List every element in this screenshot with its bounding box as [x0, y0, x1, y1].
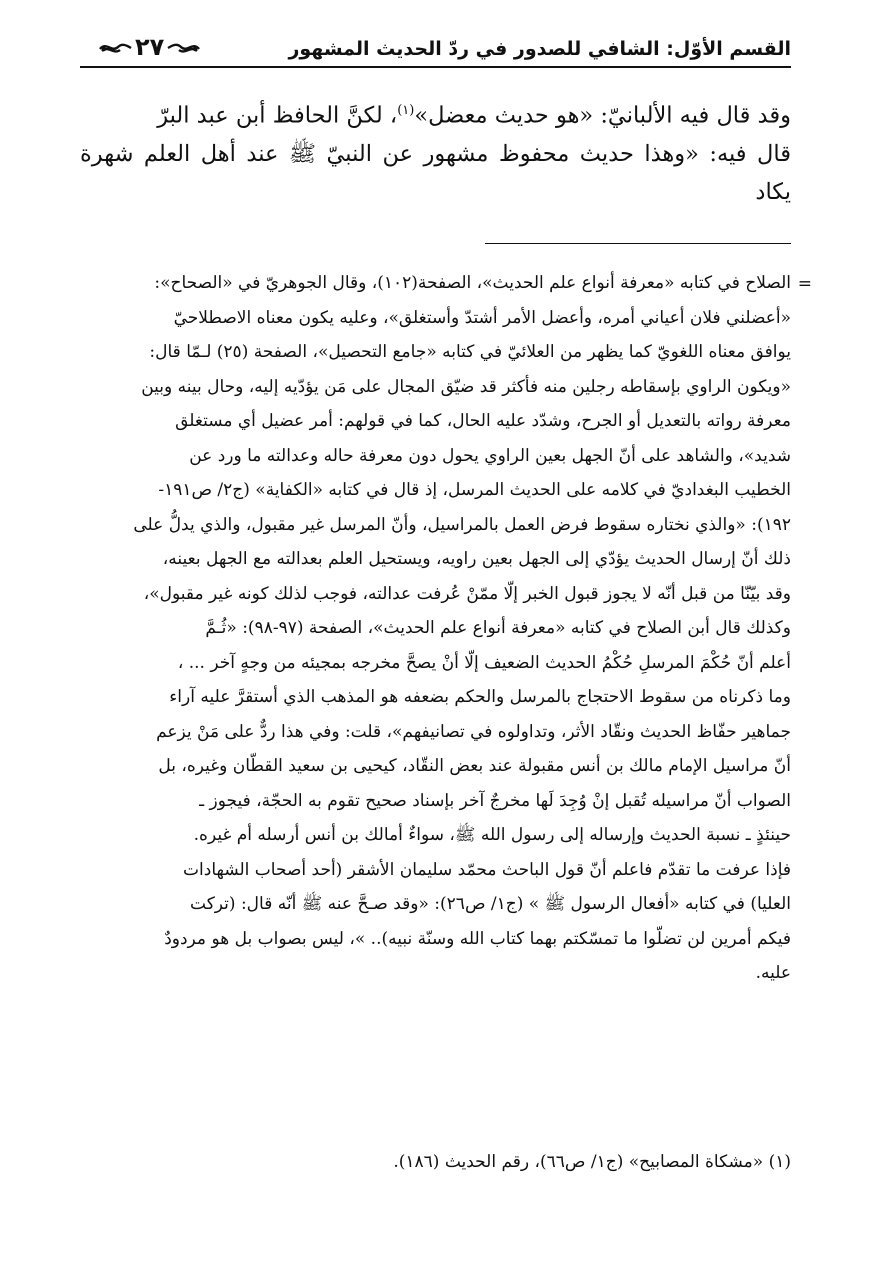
footnote-line: الصواب أنّ مراسيله تُقبل إنْ وُجِدَ لَها مخرجٌ آخر بإسناد صحيح تقوم به الحجّة، فيجوز ـ	[199, 790, 791, 811]
footnote-line: وما ذكرناه من سقوط الاحتجاج بالمرسل والحكم بضعفه هو المذهب الذي أستقرَّ عليه آراء	[169, 687, 791, 707]
header-rule	[80, 66, 791, 68]
right-flourish-icon	[167, 39, 201, 55]
footnote-1: (١) «مشكاة المصابيح» (ج١/ ص٦٦)، رقم الحديث (١٨٦).	[393, 1152, 791, 1172]
footnote-line: ١٩٢): «والذي نختاره سقوط فرض العمل بالمراسيل، وأنّ المرسل غير مقبول، والذي يدلُّ على	[133, 514, 791, 535]
main-text	[80, 92, 791, 211]
main-line: وقد قال فيه الألبانيّ: «هو حديث معضل»$^{(١)}$، لكنَّ الحافظ أبن عبد البرّ	[157, 102, 791, 129]
left-flourish-icon	[98, 39, 132, 55]
footnote-line: ذلك أنّ إرسال الحديث يؤدّي إلى الجهل بعين راويه، ويستحيل العلم بعدالته مع الجهل بعينه،	[162, 549, 791, 569]
footnote-line: أنّ مراسيل الإمام مالك بن أنس مقبولة عند بعض النقّاد، كيحيى بن سعيد القطّان وغيره، بل	[158, 756, 791, 776]
footnote-line: «أعضلني فلان أعياني أمره، وأعضل الأمر أشتدّ وأستغلق»، وعليه يكون معناه الاصطلاحيّ	[173, 307, 791, 328]
footnote-line: معرفة رواته بالتعديل أو الجرح، وشدّد عليه الحال، كما في قولهم: أمر عضيل أي مستغلق	[175, 411, 791, 431]
footnote-line: يوافق معناه اللغويّ كما يظهر من العلائيّ في كتابه «جامع التحصيل»، الصفحة (٢٥) لـمّا قال:	[149, 342, 791, 362]
footnote-line: جماهير حفّاظ الحديث ونقّاد الأثر، وتداولوه في تصانيفهم»، قلت: وفي هذا ردٌّ على مَنْ يزعم	[156, 721, 791, 742]
footnote-line: «ويكون الراوي بإسقاطه رجلين منه فأكثر قد ضيّق المجال على مَن يؤدّيه إليه، وحال بينه وبين	[141, 376, 791, 397]
footnote-line: حينئذٍ ـ نسبة الحديث وإرساله إلى رسول الله ﷺ، سواءٌ أمالك بن أنس أرسله أم غيره.	[193, 825, 791, 845]
continuation-footnote	[84, 266, 812, 991]
footnote-line: وكذلك قال أبن الصلاح في كتابه «معرفة أنواع علم الحديث»، الصفحة (٩٧-٩٨): «ثُـمَّ	[205, 618, 791, 638]
footnote-reference: (١)	[397, 103, 415, 118]
footnote-line: العليا) في كتابه «أفعال الرسول ﷺ » (ج١/ ص٢٦): «وقد صـحَّ عنه ﷺ أنّه قال: (تركت	[190, 894, 791, 914]
header-title: القسم الأوّل: الشافي للصدور في ردّ الحديث المشهور	[288, 38, 791, 60]
page-number: ٢٧	[135, 33, 165, 61]
continuation-marker: =	[797, 274, 812, 294]
footnote-line: وقد بيّنّا من قبل أنّه لا يجوز قبول الخبر إلّا ممّنْ عُرفت عدالته، فوجب لذلك كونه غير مقبول»،	[143, 583, 791, 604]
footnote-line: الخطيب البغداديّ في كلامه على الحديث المرسل، إذ قال في كتابه «الكفاية» (ج٢/ ص١٩١-	[158, 480, 791, 500]
footnote-line: شديد»، والشاهد على أنّ الجهل بعين الراوي يحول دون معرفة حاله وعدالته ما ورد عن	[189, 445, 791, 466]
footnote-line: الصلاح في كتابه «معرفة أنواع علم الحديث»، الصفحة(١٠٢)، وقال الجوهريّ في «الصحاح»:	[154, 273, 791, 293]
footnote-line: عليه.	[755, 963, 791, 983]
footnote-line: أعلم أنّ حُكْمَ المرسلِ حُكْمُ الحديث الضعيف إلّا أنْ يصحَّ مخرجه بمجيئه من وجهٍ آخر ... ،	[177, 652, 791, 673]
footnote-separator	[485, 243, 791, 244]
main-line: قال فيه: «وهذا حديث محفوظ مشهور عن النبيّ ﷺ عند أهل العلم شهرة يكاد	[80, 140, 791, 205]
footnote-line: فيكم أمرين لن تضلّوا ما تمسّكتم بهما كتاب الله وسنّة نبيه).. »، ليس بصواب بل هو مردودٌ	[164, 928, 791, 949]
page-number-ornament	[98, 30, 201, 64]
running-header	[80, 28, 791, 68]
footnote-line: فإذا عرفت ما تقدّم فاعلم أنّ قول الباحث محمّد سليمان الأشقر (أحد أصحاب الشهادات	[183, 859, 791, 880]
